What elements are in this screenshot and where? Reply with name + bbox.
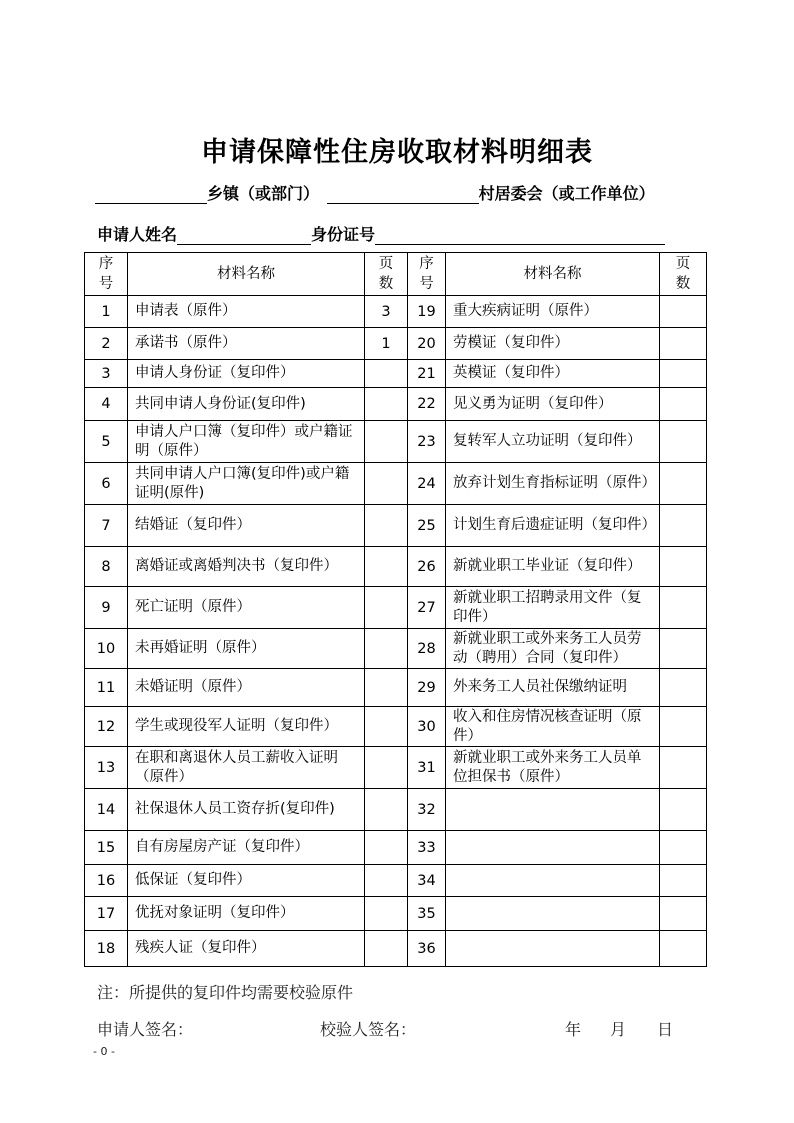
- table-row: [85, 505, 707, 547]
- right-material-name: 计划生育后遗症证明（复印件）: [446, 505, 660, 547]
- left-seq-cell: 3: [85, 360, 128, 388]
- table-row: [85, 669, 707, 707]
- applicant-signature-label: 申请人签名：: [97, 1020, 194, 1039]
- month-label: 月: [610, 1020, 627, 1039]
- table-row: [85, 747, 707, 789]
- note: 注：所提供的复印件均需要校验原件: [97, 983, 354, 1002]
- id-label: 身份证号: [311, 225, 376, 244]
- name-blank[interactable]: [177, 227, 311, 245]
- right-material-name: 见义勇为证明（复印件）: [446, 388, 660, 421]
- left-material-name: 残疾人证（复印件）: [128, 931, 365, 967]
- right-pages-cell[interactable]: [660, 931, 707, 967]
- right-pages-cell[interactable]: [660, 463, 707, 505]
- right-seq-cell: 25: [408, 505, 446, 547]
- left-material-name: 优抚对象证明（复印件）: [128, 897, 365, 931]
- left-seq-cell: 5: [85, 421, 128, 463]
- left-material-name: 社保退休人员工资存折(复印件): [128, 789, 365, 831]
- left-seq-cell: 7: [85, 505, 128, 547]
- page-number: - 0 -: [93, 1045, 115, 1058]
- unit-line: [95, 181, 655, 204]
- left-material-name: 共同申请人身份证(复印件): [128, 388, 365, 421]
- right-seq-cell: 24: [408, 463, 446, 505]
- left-seq-cell: 8: [85, 547, 128, 587]
- table-row: [85, 629, 707, 669]
- table-row: [85, 707, 707, 747]
- right-material-name: 收入和住房情况核查证明（原件）: [446, 707, 660, 747]
- left-pages-cell[interactable]: [365, 629, 408, 669]
- left-pages-cell[interactable]: 1: [365, 328, 408, 360]
- left-material-name: 结婚证（复印件）: [128, 505, 365, 547]
- left-pages-cell[interactable]: [365, 587, 408, 629]
- right-seq-cell: 30: [408, 707, 446, 747]
- left-seq-cell: 16: [85, 865, 128, 897]
- left-pages-cell[interactable]: [365, 421, 408, 463]
- right-pages-cell[interactable]: [660, 669, 707, 707]
- right-seq-cell: 20: [408, 328, 446, 360]
- left-pages-cell[interactable]: [365, 747, 408, 789]
- table-row: [85, 328, 707, 360]
- applicant-line: [97, 222, 665, 245]
- left-seq-cell: 4: [85, 388, 128, 421]
- table-row: [85, 831, 707, 865]
- right-material-name: 新就业职工或外来务工人员劳动（聘用）合同（复印件）: [446, 629, 660, 669]
- left-material-name: 未婚证明（原件）: [128, 669, 365, 707]
- table-row: [85, 421, 707, 463]
- right-pages-cell[interactable]: [660, 296, 707, 328]
- name-label: 申请人姓名: [97, 225, 178, 244]
- right-material-name: 新就业职工招聘录用文件（复印件）: [446, 587, 660, 629]
- seq-header: 序 号: [408, 253, 446, 296]
- id-blank[interactable]: [375, 227, 665, 245]
- right-seq-cell: 19: [408, 296, 446, 328]
- left-seq-cell: 1: [85, 296, 128, 328]
- left-material-name: 共同申请人户口簿(复印件)或户籍证明(原件): [128, 463, 365, 505]
- right-pages-cell[interactable]: [660, 629, 707, 669]
- village-blank[interactable]: [327, 186, 479, 204]
- left-material-name: 自有房屋房产证（复印件）: [128, 831, 365, 865]
- left-seq-cell: 9: [85, 587, 128, 629]
- table-row: [85, 865, 707, 897]
- right-pages-cell[interactable]: [660, 707, 707, 747]
- seq-header: 序 号: [85, 253, 128, 296]
- right-pages-cell[interactable]: [660, 328, 707, 360]
- left-seq-cell: 17: [85, 897, 128, 931]
- right-seq-cell: 31: [408, 747, 446, 789]
- name-header: 材料名称: [128, 253, 365, 296]
- town-label: 乡镇（或部门）: [207, 184, 320, 203]
- right-seq-cell: 36: [408, 931, 446, 967]
- right-material-name: 英模证（复印件）: [446, 360, 660, 388]
- town-blank[interactable]: [95, 186, 207, 204]
- left-seq-cell: 2: [85, 328, 128, 360]
- name-header: 材料名称: [446, 253, 660, 296]
- right-seq-cell: 23: [408, 421, 446, 463]
- left-pages-cell[interactable]: [365, 463, 408, 505]
- left-material-name: 申请人户口簿（复印件）或户籍证明（原件）: [128, 421, 365, 463]
- left-pages-cell[interactable]: 3: [365, 296, 408, 328]
- left-pages-cell[interactable]: [365, 669, 408, 707]
- left-pages-cell[interactable]: [365, 865, 408, 897]
- left-material-name: 学生或现役军人证明（复印件）: [128, 707, 365, 747]
- village-label: 村居委会（或工作单位）: [478, 184, 655, 203]
- right-pages-cell[interactable]: [660, 897, 707, 931]
- right-seq-cell: 29: [408, 669, 446, 707]
- right-pages-cell[interactable]: [660, 587, 707, 629]
- left-pages-cell[interactable]: [365, 547, 408, 587]
- table-row: [85, 587, 707, 629]
- right-seq-cell: 26: [408, 547, 446, 587]
- right-seq-cell: 27: [408, 587, 446, 629]
- table-header-row: [85, 253, 707, 296]
- table-row: [85, 388, 707, 421]
- right-pages-cell[interactable]: [660, 360, 707, 388]
- left-pages-cell[interactable]: [365, 388, 408, 421]
- left-seq-cell: 10: [85, 629, 128, 669]
- pages-header: 页 数: [365, 253, 408, 296]
- day-label: 日: [657, 1020, 674, 1039]
- left-material-name: 离婚证或离婚判决书（复印件）: [128, 547, 365, 587]
- right-pages-cell[interactable]: [660, 789, 707, 831]
- right-material-name: 新就业职工毕业证（复印件）: [446, 547, 660, 587]
- right-seq-cell: 34: [408, 865, 446, 897]
- left-material-name: 低保证（复印件）: [128, 865, 365, 897]
- left-seq-cell: 14: [85, 789, 128, 831]
- right-material-name: 劳模证（复印件）: [446, 328, 660, 360]
- left-material-name: 死亡证明（原件）: [128, 587, 365, 629]
- table-row: [85, 897, 707, 931]
- left-seq-cell: 13: [85, 747, 128, 789]
- right-material-name: 新就业职工或外来务工人员单位担保书（原件）: [446, 747, 660, 789]
- left-pages-cell[interactable]: [365, 505, 408, 547]
- left-pages-cell[interactable]: [365, 707, 408, 747]
- verifier-signature-label: 校验人签名：: [320, 1020, 417, 1039]
- table-row: [85, 360, 707, 388]
- right-seq-cell: 33: [408, 831, 446, 865]
- right-pages-cell[interactable]: [660, 747, 707, 789]
- left-seq-cell: 6: [85, 463, 128, 505]
- left-pages-cell[interactable]: [365, 789, 408, 831]
- pages-header: 页 数: [660, 253, 707, 296]
- left-seq-cell: 18: [85, 931, 128, 967]
- right-seq-cell: 32: [408, 789, 446, 831]
- table-row: [85, 547, 707, 587]
- right-seq-cell: 35: [408, 897, 446, 931]
- right-material-name: 外来务工人员社保缴纳证明: [446, 669, 660, 707]
- left-seq-cell: 12: [85, 707, 128, 747]
- right-material-name: [446, 831, 660, 865]
- table-row: [85, 789, 707, 831]
- left-pages-cell[interactable]: [365, 831, 408, 865]
- materials-table: [84, 252, 707, 967]
- left-material-name: 申请人身份证（复印件）: [128, 360, 365, 388]
- year-label: 年: [565, 1020, 582, 1039]
- right-pages-cell[interactable]: [660, 505, 707, 547]
- right-material-name: 放弃计划生育指标证明（原件）: [446, 463, 660, 505]
- table-row: [85, 931, 707, 967]
- right-pages-cell[interactable]: [660, 388, 707, 421]
- right-material-name: 重大疾病证明（原件）: [446, 296, 660, 328]
- left-material-name: 在职和离退休人员工薪收入证明（原件）: [128, 747, 365, 789]
- table-row: [85, 463, 707, 505]
- table-row: [85, 296, 707, 328]
- right-pages-cell[interactable]: [660, 865, 707, 897]
- right-seq-cell: 22: [408, 388, 446, 421]
- right-pages-cell[interactable]: [660, 831, 707, 865]
- left-material-name: 承诺书（原件）: [128, 328, 365, 360]
- right-material-name: [446, 897, 660, 931]
- left-material-name: 申请表（原件）: [128, 296, 365, 328]
- right-pages-cell[interactable]: [660, 547, 707, 587]
- left-seq-cell: 15: [85, 831, 128, 865]
- left-pages-cell[interactable]: [365, 931, 408, 967]
- left-seq-cell: 11: [85, 669, 128, 707]
- right-seq-cell: 28: [408, 629, 446, 669]
- right-seq-cell: 21: [408, 360, 446, 388]
- right-material-name: [446, 789, 660, 831]
- right-material-name: [446, 931, 660, 967]
- right-material-name: [446, 865, 660, 897]
- page-title: 申请保障性住房收取材料明细表: [201, 137, 593, 168]
- right-pages-cell[interactable]: [660, 421, 707, 463]
- left-material-name: 未再婚证明（原件）: [128, 629, 365, 669]
- left-pages-cell[interactable]: [365, 360, 408, 388]
- right-material-name: 复转军人立功证明（复印件）: [446, 421, 660, 463]
- left-pages-cell[interactable]: [365, 897, 408, 931]
